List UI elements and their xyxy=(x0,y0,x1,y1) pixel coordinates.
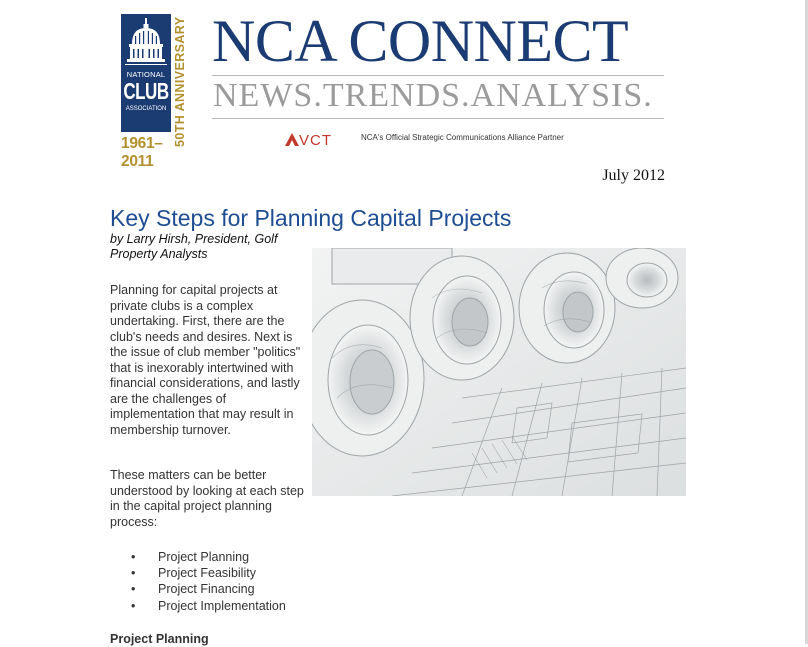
nca-logo xyxy=(121,14,193,170)
capitol-dome-icon xyxy=(121,14,171,70)
bullet-icon: • xyxy=(131,582,136,597)
list-item-label: Project Financing xyxy=(158,582,255,597)
list-item xyxy=(128,581,388,597)
masthead-divider xyxy=(212,118,664,119)
bullet-icon: • xyxy=(131,550,136,564)
partner-caption: NCA's Official Strategic Communications Alliance Partner xyxy=(361,133,564,142)
vct-logo-text: VCT xyxy=(299,132,332,147)
article-paragraph: Planning for capital projects at private clubs is a complex undertaking. First, there are the club's needs and desires. Next is the issue of club member "politics" that is inexorably intertwined with financial considerations, and lastly are the challenges of implementation that may result in membership turnover. xyxy=(110,283,301,437)
list-item-label: Project Planning xyxy=(158,550,250,564)
logo-text-national: NATIONAL xyxy=(126,70,166,79)
logo-anniversary: 50TH ANNIVERSARY xyxy=(173,16,187,148)
blueprints-photo xyxy=(312,248,686,496)
masthead-title: NCA CONNECT xyxy=(212,8,629,74)
list-item xyxy=(128,598,388,614)
list-item xyxy=(128,565,388,581)
section-heading: Project Planning xyxy=(110,632,209,646)
masthead-subtitle: NEWS.TRENDS.ANALYSIS. xyxy=(213,77,653,114)
logo-text-club: CLUB xyxy=(123,78,169,105)
logo-box xyxy=(121,14,171,132)
vct-logo xyxy=(283,131,355,147)
bullet-icon: • xyxy=(131,566,136,581)
bullet-icon: • xyxy=(131,598,136,613)
list-item-label: Project Feasibility xyxy=(158,566,256,581)
logo-text-association: ASSOCIATION xyxy=(125,106,167,112)
list-item xyxy=(128,549,388,565)
article-title: Key Steps for Planning Capital Projects xyxy=(110,205,512,231)
article-byline: by Larry Hirsh, President, Golf Property Analysts xyxy=(110,232,278,261)
article-paragraph: These matters can be better understood by looking at each step in the capital project planning process: xyxy=(110,468,304,529)
list-item-label: Project Implementation xyxy=(158,598,286,613)
logo-years: 1961–2011 xyxy=(121,135,163,170)
steps-list xyxy=(128,549,388,614)
issue-date: July 2012 xyxy=(602,167,665,184)
